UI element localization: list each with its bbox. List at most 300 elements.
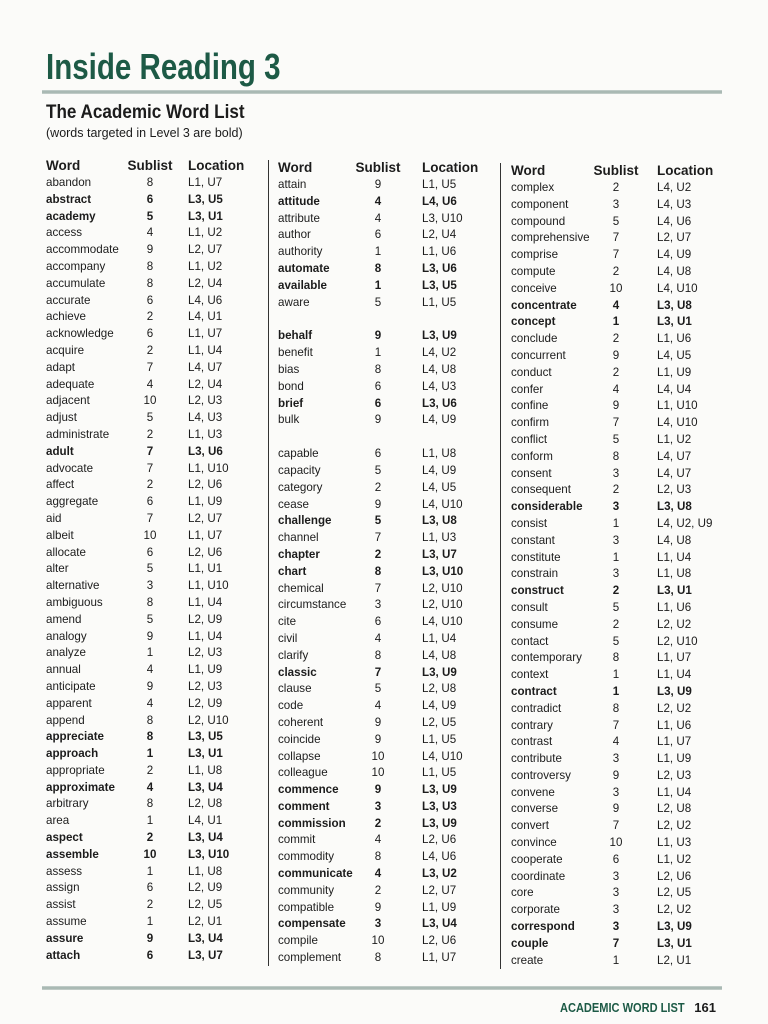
word-row (46, 326, 268, 343)
word-row (511, 919, 737, 936)
word-row (46, 259, 268, 276)
location-cell: L4, U5 (422, 480, 457, 494)
word-cell: code (278, 699, 304, 713)
word-cell: cite (278, 615, 297, 629)
word-cell: comprise (511, 248, 559, 262)
word-cell: amend (46, 612, 82, 626)
word-row (511, 365, 737, 382)
word-cell: confine (511, 399, 549, 413)
header-sublist: Sublist (127, 158, 173, 173)
header-location: Location (657, 163, 714, 178)
word-cell: alternative (46, 579, 100, 593)
word-cell: commit (278, 833, 316, 847)
word-cell: appropriate (46, 763, 105, 777)
location-cell: L4, U6 (188, 293, 223, 307)
sublist-cell: 8 (146, 595, 154, 609)
word-cell: compensate (278, 917, 346, 931)
word-row (46, 880, 268, 897)
word-cell: compatible (278, 900, 335, 914)
sublist-cell: 5 (146, 612, 154, 626)
word-cell: aid (46, 511, 62, 525)
column-divider (268, 160, 269, 966)
sublist-cell: 5 (374, 514, 382, 528)
sublist-cell: 1 (374, 278, 382, 292)
word-cell: correspond (511, 920, 575, 934)
location-cell: L2, U10 (422, 598, 463, 612)
sublist-cell: 9 (612, 399, 620, 413)
location-cell: L2, U6 (422, 934, 457, 948)
location-cell: L1, U2 (657, 852, 692, 866)
word-cell: compound (511, 214, 566, 228)
location-cell: L4, U7 (188, 360, 223, 374)
location-cell: L2, U6 (422, 833, 457, 847)
sublist-cell: 1 (612, 315, 620, 329)
location-cell: L2, U7 (422, 883, 457, 897)
location-cell: L3, U8 (657, 500, 692, 514)
sublist-cell: 6 (374, 396, 382, 410)
word-cell: anticipate (46, 679, 96, 693)
word-row (511, 348, 737, 365)
word-row (278, 177, 502, 194)
word-cell: coherent (278, 715, 324, 729)
word-cell: create (511, 953, 544, 967)
location-cell: L1, U2 (188, 226, 223, 240)
word-cell: academy (46, 209, 96, 223)
sublist-cell: 9 (374, 715, 382, 729)
word-column-3 (511, 161, 737, 969)
word-cell: circumstance (278, 598, 347, 612)
sublist-cell: 5 (612, 214, 620, 228)
word-cell: conclude (511, 332, 558, 346)
word-row (511, 818, 737, 835)
word-cell: authority (278, 245, 323, 259)
header-sublist: Sublist (593, 163, 639, 178)
location-cell: L4, U5 (657, 348, 692, 362)
location-cell: L4, U8 (422, 648, 457, 662)
sublist-cell: 3 (612, 500, 620, 514)
word-cell: core (511, 886, 534, 900)
location-cell: L1, U1 (188, 562, 223, 576)
sublist-cell: 9 (374, 783, 382, 797)
sublist-cell: 6 (146, 293, 154, 307)
location-cell: L2, U10 (188, 713, 229, 727)
word-row (46, 360, 268, 377)
word-row (511, 600, 737, 617)
word-row (511, 197, 737, 214)
word-column-1 (46, 156, 268, 964)
location-cell: L2, U3 (657, 768, 692, 782)
word-row (46, 410, 268, 427)
sublist-cell: 1 (374, 245, 382, 259)
word-cell: channel (278, 531, 319, 545)
sublist-cell: 3 (374, 799, 382, 813)
word-cell: coordinate (511, 869, 566, 883)
word-row (278, 950, 502, 967)
sublist-cell: 8 (146, 259, 154, 273)
location-cell: L1, U3 (188, 427, 223, 441)
word-cell: conflict (511, 432, 548, 446)
location-cell: L3, U10 (422, 211, 463, 225)
word-row (511, 634, 737, 651)
word-row (46, 494, 268, 511)
sublist-cell: 7 (146, 511, 154, 525)
word-row (46, 645, 268, 662)
word-cell: complex (511, 181, 555, 194)
word-row (511, 331, 737, 348)
word-cell: consequent (511, 483, 571, 497)
word-cell: assign (46, 881, 80, 895)
word-row (511, 516, 737, 533)
location-cell: L4, U7 (657, 449, 692, 463)
word-row (278, 614, 502, 631)
location-cell: L1, U6 (657, 718, 692, 732)
word-cell: controversy (511, 768, 571, 782)
word-cell: allocate (46, 545, 86, 559)
page-number: 161 (694, 1000, 716, 1015)
word-cell: chemical (278, 581, 324, 595)
word-row (278, 547, 502, 564)
sublist-cell: 9 (374, 497, 382, 511)
sublist-cell: 10 (609, 836, 623, 850)
location-cell: L4, U10 (422, 749, 463, 763)
sublist-cell: 1 (146, 864, 154, 878)
word-cell: approximate (46, 780, 115, 794)
word-row (46, 427, 268, 444)
sublist-cell: 8 (146, 176, 154, 189)
word-cell: assemble (46, 847, 99, 861)
word-row (511, 449, 737, 466)
word-row (46, 847, 268, 864)
header-location: Location (188, 158, 245, 173)
word-row (511, 566, 737, 583)
location-cell: L4, U9 (422, 413, 457, 427)
sublist-cell: 9 (374, 413, 382, 427)
word-row (46, 830, 268, 847)
location-cell: L1, U8 (188, 864, 223, 878)
location-cell: L1, U5 (422, 178, 457, 191)
word-cell: contract (511, 684, 557, 698)
word-cell: bulk (278, 413, 300, 427)
word-row (511, 768, 737, 785)
sublist-cell: 2 (146, 478, 154, 492)
location-cell: L3, U6 (422, 261, 457, 275)
location-cell: L4, U8 (422, 362, 457, 376)
location-cell: L3, U5 (188, 730, 223, 744)
word-cell: confer (511, 382, 544, 396)
sublist-cell: 7 (612, 416, 620, 430)
word-row (511, 583, 737, 600)
sublist-cell: 7 (612, 248, 620, 262)
section-title: The Academic Word List (46, 102, 245, 123)
word-cell: aspect (46, 831, 83, 845)
word-cell: abstract (46, 192, 92, 206)
word-cell: communicate (278, 867, 353, 881)
word-row (46, 914, 268, 931)
word-row (46, 796, 268, 813)
word-row (511, 650, 737, 667)
location-cell: L2, U8 (657, 802, 692, 816)
word-row (278, 244, 502, 261)
location-cell: L4, U7 (657, 466, 692, 480)
word-row (511, 415, 737, 432)
sublist-cell: 1 (374, 346, 382, 360)
word-row (511, 785, 737, 802)
location-cell: L3, U1 (657, 584, 692, 598)
word-row (278, 480, 502, 497)
sublist-cell: 2 (612, 483, 620, 497)
word-row (278, 799, 502, 816)
word-row (278, 866, 502, 883)
column-header (511, 161, 737, 180)
word-cell: brief (278, 396, 304, 410)
word-row (278, 648, 502, 665)
location-cell: L1, U9 (422, 900, 457, 914)
location-cell: L2, U2 (657, 701, 692, 715)
word-row (511, 953, 737, 970)
word-cell: civil (278, 631, 298, 645)
word-cell: chapter (278, 547, 320, 561)
word-row (511, 801, 737, 818)
sublist-cell: 3 (374, 917, 382, 931)
sublist-cell: 2 (146, 763, 154, 777)
word-row (46, 343, 268, 360)
column-header (278, 158, 502, 177)
location-cell: L1, U4 (657, 550, 692, 564)
word-cell: community (278, 883, 335, 897)
sublist-cell: 9 (612, 348, 620, 362)
sublist-cell: 5 (374, 682, 382, 696)
sublist-cell: 8 (146, 713, 154, 727)
word-row (278, 665, 502, 682)
sublist-cell: 6 (374, 447, 382, 461)
sublist-cell: 2 (146, 343, 154, 357)
word-cell: challenge (278, 514, 332, 528)
location-cell: L2, U8 (422, 682, 457, 696)
word-row (511, 499, 737, 516)
sublist-cell: 1 (146, 814, 154, 828)
word-row (46, 461, 268, 478)
word-cell: complement (278, 951, 342, 965)
sublist-cell: 2 (146, 831, 154, 845)
location-cell: L3, U3 (422, 799, 457, 813)
location-cell: L2, U3 (188, 394, 223, 408)
location-cell: L3, U9 (422, 329, 457, 343)
word-cell: affect (46, 478, 75, 492)
word-row (46, 209, 268, 226)
word-row (278, 497, 502, 514)
location-cell: L2, U4 (188, 377, 223, 391)
word-cell: capacity (278, 463, 321, 477)
sublist-cell: 8 (146, 276, 154, 290)
word-cell: comprehensive (511, 231, 590, 245)
word-row (278, 933, 502, 950)
header-location: Location (422, 160, 479, 175)
sublist-cell: 9 (146, 931, 154, 945)
sublist-cell: 6 (146, 192, 154, 206)
word-cell: append (46, 713, 85, 727)
location-cell: L4, U10 (657, 416, 698, 430)
word-cell: contradict (511, 701, 562, 715)
sublist-cell: 6 (374, 228, 382, 242)
word-row (278, 295, 502, 312)
location-cell: L1, U9 (188, 663, 223, 677)
sublist-cell: 3 (612, 869, 620, 883)
sublist-cell: 9 (612, 768, 620, 782)
sublist-cell: 6 (146, 545, 154, 559)
word-cell: convene (511, 785, 555, 799)
word-cell: attribute (278, 211, 320, 225)
word-row (278, 194, 502, 211)
location-cell: L1, U6 (422, 245, 457, 259)
location-cell: L3, U5 (422, 278, 457, 292)
location-cell: L3, U4 (188, 931, 223, 945)
word-row (46, 780, 268, 797)
sublist-cell: 5 (146, 411, 154, 425)
sublist-cell: 4 (374, 631, 382, 645)
location-cell: L2, U7 (188, 243, 223, 257)
word-row (511, 466, 737, 483)
sublist-cell: 2 (612, 584, 620, 598)
word-cell: automate (278, 261, 330, 275)
location-cell: L4, U6 (422, 194, 457, 208)
word-row (46, 561, 268, 578)
word-row (46, 477, 268, 494)
word-cell: accumulate (46, 276, 106, 290)
word-cell: conduct (511, 365, 552, 379)
title-rule (42, 90, 722, 94)
location-cell: L1, U7 (657, 735, 692, 749)
location-cell: L1, U7 (188, 528, 223, 542)
location-cell: L1, U4 (188, 343, 223, 357)
word-cell: commission (278, 816, 346, 830)
word-row (511, 852, 737, 869)
sublist-cell: 1 (612, 550, 620, 564)
word-row (278, 732, 502, 749)
location-cell: L2, U6 (188, 478, 223, 492)
location-cell: L4, U9 (422, 463, 457, 477)
sublist-cell: 4 (374, 211, 382, 225)
sublist-cell: 8 (146, 730, 154, 744)
sublist-cell: 2 (146, 898, 154, 912)
location-cell: L4, U10 (657, 281, 698, 295)
location-cell: L4, U3 (188, 411, 223, 425)
word-row (278, 597, 502, 614)
location-cell: L1, U6 (657, 332, 692, 346)
word-cell: clause (278, 682, 312, 696)
location-cell: L1, U8 (657, 567, 692, 581)
word-cell: consist (511, 516, 548, 530)
sublist-cell: 1 (146, 646, 154, 660)
header-word: Word (278, 160, 313, 175)
word-row (46, 729, 268, 746)
word-row (46, 612, 268, 629)
sublist-cell: 8 (146, 797, 154, 811)
sublist-cell: 1 (146, 747, 154, 761)
word-row (278, 715, 502, 732)
word-row (511, 617, 737, 634)
word-row (278, 328, 502, 345)
location-cell: L2, U2 (657, 617, 692, 631)
location-cell: L3, U1 (188, 209, 223, 223)
word-row (46, 192, 268, 209)
sublist-cell: 9 (374, 329, 382, 343)
word-row (511, 281, 737, 298)
word-row (511, 936, 737, 953)
word-row (46, 393, 268, 410)
location-cell: L1, U9 (657, 365, 692, 379)
location-cell: L3, U2 (422, 867, 457, 881)
sublist-cell: 5 (612, 634, 620, 648)
word-row (278, 261, 502, 278)
word-cell: colleague (278, 766, 328, 780)
sublist-cell: 3 (612, 567, 620, 581)
location-cell: L1, U4 (657, 785, 692, 799)
word-cell: classic (278, 665, 317, 679)
word-cell: confirm (511, 416, 550, 430)
location-cell: L3, U6 (422, 396, 457, 410)
word-cell: capable (278, 447, 319, 461)
location-cell: L1, U7 (188, 327, 223, 341)
sublist-cell: 1 (146, 915, 154, 929)
location-cell: L3, U9 (657, 920, 692, 934)
word-cell: access (46, 226, 83, 240)
sublist-cell: 4 (146, 377, 154, 391)
word-row (278, 900, 502, 917)
word-cell: contrary (511, 718, 553, 732)
word-cell: acknowledge (46, 327, 114, 341)
word-cell: corporate (511, 903, 560, 917)
word-cell: contrast (511, 735, 553, 749)
word-cell: contribute (511, 752, 562, 766)
location-cell: L1, U4 (422, 631, 457, 645)
location-cell: L2, U4 (188, 276, 223, 290)
location-cell: L1, U5 (422, 295, 457, 309)
word-cell: author (278, 228, 311, 242)
sublist-cell: 9 (146, 243, 154, 257)
word-row (46, 175, 268, 192)
location-cell: L4, U4 (657, 382, 692, 396)
location-cell: L4, U2 (422, 346, 457, 360)
word-cell: alter (46, 562, 69, 576)
word-cell: convert (511, 819, 550, 833)
location-cell: L2, U10 (657, 634, 698, 648)
sublist-cell: 4 (146, 663, 154, 677)
word-row (278, 564, 502, 581)
sublist-cell: 10 (143, 528, 157, 542)
location-cell: L1, U6 (657, 600, 692, 614)
sublist-cell: 2 (374, 816, 382, 830)
word-row (511, 482, 737, 499)
location-cell: L3, U10 (422, 564, 464, 578)
word-row (278, 832, 502, 849)
word-column-2 (278, 158, 502, 967)
word-cell: adult (46, 444, 74, 458)
location-cell: L1, U3 (422, 531, 457, 545)
word-row (511, 214, 737, 231)
location-cell: L3, U8 (657, 298, 692, 312)
sublist-cell: 3 (612, 466, 620, 480)
sublist-cell: 8 (612, 701, 620, 715)
sublist-cell: 1 (612, 516, 620, 530)
location-cell: L2, U2 (657, 903, 692, 917)
location-cell: L3, U1 (188, 747, 223, 761)
word-row (278, 446, 502, 463)
word-cell: constrain (511, 567, 559, 581)
sublist-cell: 3 (612, 785, 620, 799)
sublist-cell: 1 (612, 668, 620, 682)
word-cell: benefit (278, 346, 313, 360)
word-cell: context (511, 668, 549, 682)
